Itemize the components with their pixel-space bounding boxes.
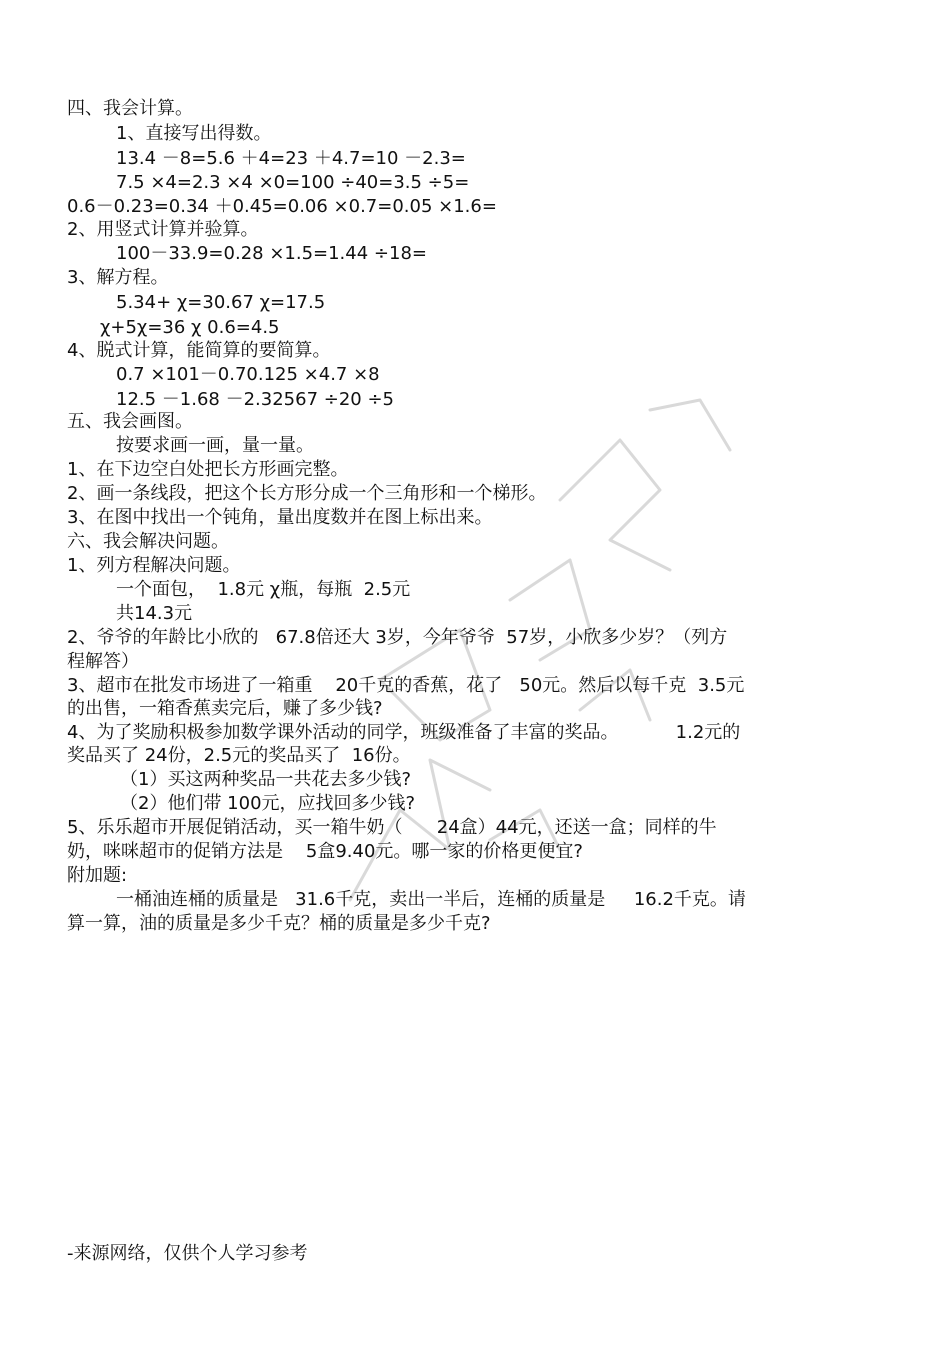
- problem-1-title: 1、列方程解决问题。: [67, 555, 241, 576]
- q3-row-2: χ+5χ=36 χ 0.6=4.5: [100, 317, 280, 338]
- problem-4-sub-1: （1）买这两种奖品一共花去多少钱?: [120, 769, 412, 790]
- problem-2-line-2: 程解答）: [67, 651, 139, 672]
- problem-5-line-2: 奶，咪咪超市的促销方法是 5盒9.40元。哪一家的价格更便宜?: [67, 841, 583, 862]
- problem-4-line-2: 奖品买了 24份，2.5元的奖品买了 16份。: [67, 745, 411, 766]
- q4-row-1: 0.7 ×101－0.70.125 ×4.7 ×8: [116, 364, 380, 385]
- drawing-instruction: 按要求画一画，量一量。: [116, 435, 314, 456]
- q3-row-1: 5.34+ χ=30.67 χ=17.5: [116, 292, 326, 313]
- section-four-heading: 四、我会计算。: [67, 98, 193, 119]
- source-footer: -来源网络，仅供个人学习参考: [67, 1243, 308, 1264]
- problem-2-line-1: 2、爷爷的年龄比小欣的 67.8倍还大 3岁，今年爷爷 57岁，小欣多少岁？（列方: [67, 627, 728, 648]
- q1-title: 1、直接写出得数。: [116, 123, 272, 144]
- problem-3-line-1: 3、超市在批发市场进了一箱重 20千克的香蕉，花了 50元。然后以每千克 3.5元: [67, 675, 745, 696]
- drawing-task-3: 3、在图中找出一个钝角，量出度数并在图上标出来。: [67, 507, 493, 528]
- section-five-heading: 五、我会画图。: [67, 411, 193, 432]
- bonus-heading: 附加题:: [67, 865, 128, 886]
- problem-4-line-1: 4、为了奖励积极参加数学课外活动的同学，班级准备了丰富的奖品。 1.2元的: [67, 722, 741, 743]
- problem-3-line-2: 的出售，一箱香蕉卖完后，赚了多少钱?: [67, 698, 383, 719]
- q1-row-2: 7.5 ×4=2.3 ×4 ×0=100 ÷40=3.5 ÷5=: [116, 172, 470, 193]
- q4-title: 4、脱式计算，能简算的要简算。: [67, 340, 331, 361]
- drawing-task-1: 1、在下边空白处把长方形画完整。: [67, 459, 349, 480]
- q4-row-2: 12.5 －1.68 －2.32567 ÷20 ÷5: [116, 389, 394, 410]
- q2-row: 100－33.9=0.28 ×1.5=1.44 ÷18=: [116, 243, 427, 264]
- bonus-line-2: 算一算，油的质量是多少千克？桶的质量是多少千克?: [67, 913, 491, 934]
- q2-title: 2、用竖式计算并验算。: [67, 219, 259, 240]
- q3-title: 3、解方程。: [67, 267, 169, 288]
- problem-4-sub-2: （2）他们带 100元，应找回多少钱?: [120, 793, 416, 814]
- q1-row-3: 0.6－0.23=0.34 ＋0.45=0.06 ×0.7=0.05 ×1.6=: [67, 196, 497, 217]
- problem-5-line-1: 5、乐乐超市开展促销活动，买一箱牛奶（ 24盒）44元，还送一盒；同样的牛: [67, 817, 717, 838]
- bonus-line-1: 一桶油连桶的质量是 31.6千克，卖出一半后，连桶的质量是 16.2千克。请: [116, 889, 746, 910]
- section-six-heading: 六、我会解决问题。: [67, 531, 229, 552]
- q1-row-1: 13.4 －8=5.6 ＋4=23 ＋4.7=10 －2.3=: [116, 148, 466, 169]
- problem-1-line-1: 一个面包， 1.8元 χ瓶，每瓶 2.5元: [116, 579, 411, 600]
- problem-1-line-2: 共14.3元: [116, 603, 193, 624]
- drawing-task-2: 2、画一条线段，把这个长方形分成一个三角形和一个梯形。: [67, 483, 547, 504]
